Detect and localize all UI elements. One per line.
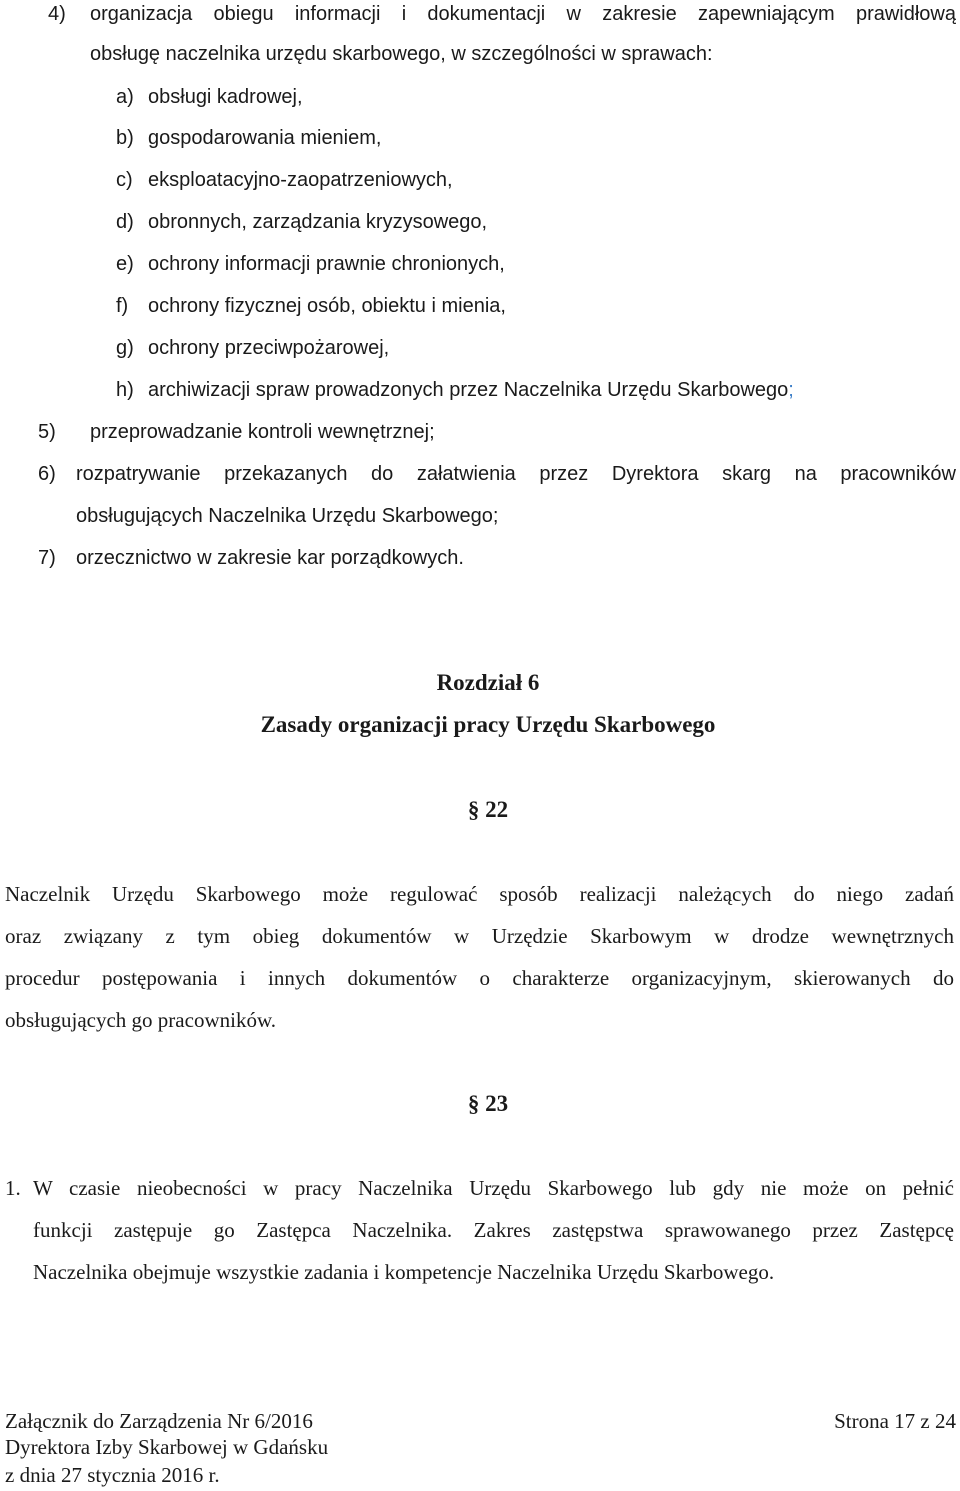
list-item-number: 6) <box>38 463 56 485</box>
subitem-text: obsługi kadrowej, <box>148 86 303 108</box>
paragraph-line: oraz związany z tym obieg dokumentów w Urzędzie Skarbowym w drodze wewnętrznych <box>5 924 954 948</box>
subitem-text: ochrony informacji prawnie chronionych, <box>148 253 505 275</box>
paragraph-line: Naczelnika obejmuje wszystkie zadania i kompetencje Naczelnika Urzędu Skarbowego. <box>33 1260 775 1284</box>
subitem-letter: b) <box>116 127 134 149</box>
section-sign: § <box>467 1091 480 1116</box>
section-number: 23 <box>485 1091 509 1116</box>
subitem-letter: g) <box>116 337 134 359</box>
list-item-text: obsługę naczelnika urzędu skarbowego, w szczególności w sprawach: <box>90 43 713 65</box>
subitem-letter: h) <box>116 379 134 401</box>
list-item-text: organizacja obiegu informacji i dokumentacji w zakresie zapewniającym prawidłową <box>90 3 956 25</box>
paragraph-line: procedur postępowania i innych dokumentów o charakterze organizacyjnym, skierowanych do <box>5 966 954 990</box>
paragraph-line: obsługujących go pracowników. <box>5 1008 276 1032</box>
section-sign: § <box>467 797 480 822</box>
section-heading <box>0 797 960 823</box>
section-number: 22 <box>485 797 509 822</box>
list-item-number: 4) <box>48 3 66 25</box>
list-item-number: 7) <box>38 547 56 569</box>
subitem-text: eksploatacyjno-zaopatrzeniowych, <box>148 169 453 191</box>
footer-issuer: Dyrektora Izby Skarbowej w Gdańsku <box>5 1435 329 1459</box>
list-item-text: obsługujących Naczelnika Urzędu Skarbowego; <box>76 505 499 527</box>
chapter-number: Rozdział 6 <box>436 670 540 695</box>
subitem-text-suffix: ; <box>788 379 794 401</box>
chapter-title: Zasady organizacji pracy Urzędu Skarbowego <box>260 712 716 737</box>
point-number: 1. <box>5 1176 21 1200</box>
subitem-text: ochrony fizycznej osób, obiektu i mienia, <box>148 295 506 317</box>
list-item-text: orzecznictwo w zakresie kar porządkowych. <box>76 547 464 569</box>
page-number: Strona 17 z 24 <box>834 1409 956 1433</box>
list-item-number: 5) <box>38 421 56 443</box>
subitem-text: obronnych, zarządzania kryzysowego, <box>148 211 488 233</box>
subitem-letter: e) <box>116 253 134 275</box>
subitem-text: gospodarowania mieniem, <box>148 127 382 149</box>
list-item-text: przeprowadzanie kontroli wewnętrznej; <box>90 421 435 443</box>
paragraph-line: funkcji zastępuje go Zastępca Naczelnika. Zakres zastępstwa sprawowanego przez Zastępcę <box>33 1218 954 1242</box>
paragraph-line: Naczelnik Urzędu Skarbowego może regulować sposób realizacji należących do niego zadań <box>5 882 954 906</box>
footer-date: z dnia 27 stycznia 2016 r. <box>5 1463 220 1487</box>
subitem-letter: f) <box>116 295 129 317</box>
subitem-letter: d) <box>116 211 134 233</box>
subitem-letter: c) <box>116 169 133 191</box>
paragraph-line: W czasie nieobecności w pracy Naczelnika Urzędu Skarbowego lub gdy nie może on pełnić <box>33 1176 954 1200</box>
subitem-text-main: archiwizacji spraw prowadzonych przez Naczelnika Urzędu Skarbowego <box>148 379 789 401</box>
subitem-text <box>148 376 794 404</box>
subitem-text: ochrony przeciwpożarowej, <box>148 337 390 359</box>
footer-attachment: Załącznik do Zarządzenia Nr 6/2016 <box>5 1409 313 1433</box>
list-item-text: rozpatrywanie przekazanych do załatwienia przez Dyrektora skarg na pracowników <box>76 463 956 485</box>
section-heading <box>0 1091 960 1117</box>
subitem-letter: a) <box>116 86 134 108</box>
